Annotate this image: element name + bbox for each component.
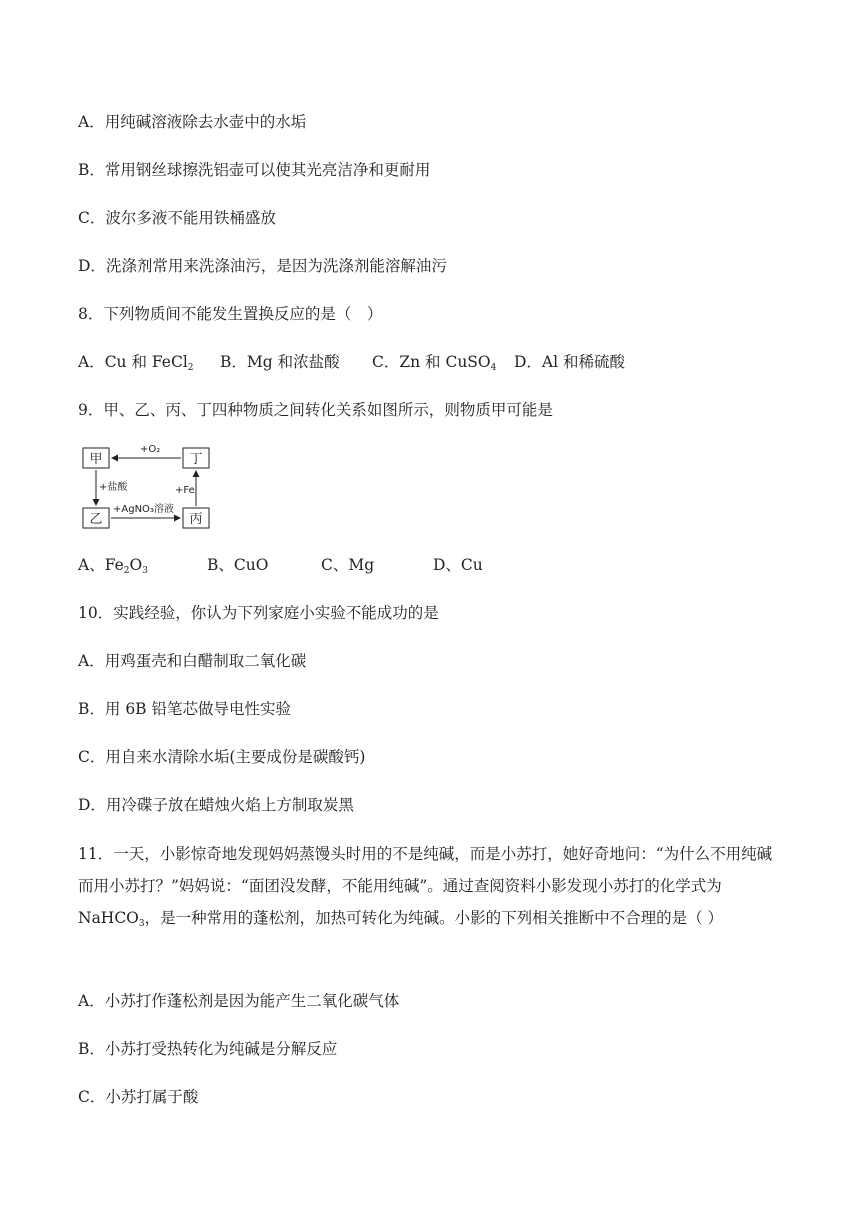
q9-conversion-diagram (74, 440, 224, 535)
q8-option-b: B．Mg 和浓盐酸 (220, 353, 340, 371)
q11-option-b: B．小苏打受热转化为纯碱是分解反应 (78, 1040, 338, 1058)
q9-options (78, 555, 483, 575)
label-ding: 丁 (189, 452, 203, 467)
q9-option-c: C、Mg (321, 556, 375, 574)
label-bing: 丙 (189, 512, 203, 527)
q10-option-a: A．用鸡蛋壳和白醋制取二氧化碳 (78, 652, 307, 670)
prev-option-a: A．用纯碱溶液除去水壶中的水垢 (78, 113, 307, 131)
q8-option-a: A．Cu 和 FeCl$_2$ (78, 353, 194, 373)
label-jia: 甲 (89, 452, 103, 467)
q9-option-b: B、CuO (207, 556, 269, 574)
q11-option-c: C．小苏打属于酸 (78, 1088, 199, 1106)
q10-option-b: B．用 6B 铅笔芯做导电性实验 (78, 700, 291, 718)
arrow-bottom-label: +AgNO₃溶液 (113, 504, 174, 515)
q11-option-a: A．小苏打作蓬松剂是因为能产生二氧化碳气体 (78, 992, 400, 1010)
arrow-top-label: +O₂ (140, 444, 161, 455)
prev-option-b: B．常用钢丝球擦洗铝壶可以使其光亮洁净和更耐用 (78, 161, 431, 179)
arrow-right-label: +Fe (175, 485, 195, 496)
q9-stem: 9．甲、乙、丙、丁四种物质之间转化关系如图所示，则物质甲可能是 (78, 401, 553, 419)
q10-stem: 10．实践经验，你认为下列家庭小实验不能成功的是 (78, 604, 439, 622)
q9-option-a: A、$Fe_2O_3$ (78, 556, 148, 576)
q10-option-c: C．用自来水清除水垢(主要成份是碳酸钙) (78, 748, 366, 766)
q8-option-d: D．Al 和稀硫酸 (514, 353, 626, 371)
q8-option-c: C．Zn 和 CuSO$_4$ (372, 353, 497, 373)
q8-stem: 8．下列物质间不能发生置换反应的是（ ） (78, 305, 383, 323)
label-yi: 乙 (89, 512, 103, 527)
q10-option-d: D．用冷碟子放在蜡烛火焰上方制取炭黑 (78, 796, 354, 814)
prev-option-d: D．洗涤剂常用来洗涤油污，是因为洗涤剂能溶解油污 (78, 257, 447, 275)
q11-stem: 11．一天，小影惊奇地发现妈妈蒸馒头时用的不是纯碱，而是小苏打，她好奇地问：“为什么不用纯碱而用小苏打？”妈妈说：“面团没发酵，不能用纯碱”。通过查阅资料小影发现小苏打的化学式为 NaHCO$_3$，是一种常用的蓬松剂，加热可转化为纯碱。小影的下列相关推断中不合理的是（ ） (78, 845, 773, 929)
q9-option-d: D、Cu (433, 556, 483, 574)
arrow-left-label: +盐酸 (99, 482, 128, 493)
prev-option-c: C．波尔多液不能用铁桶盛放 (78, 209, 276, 227)
q8-options (78, 352, 625, 372)
